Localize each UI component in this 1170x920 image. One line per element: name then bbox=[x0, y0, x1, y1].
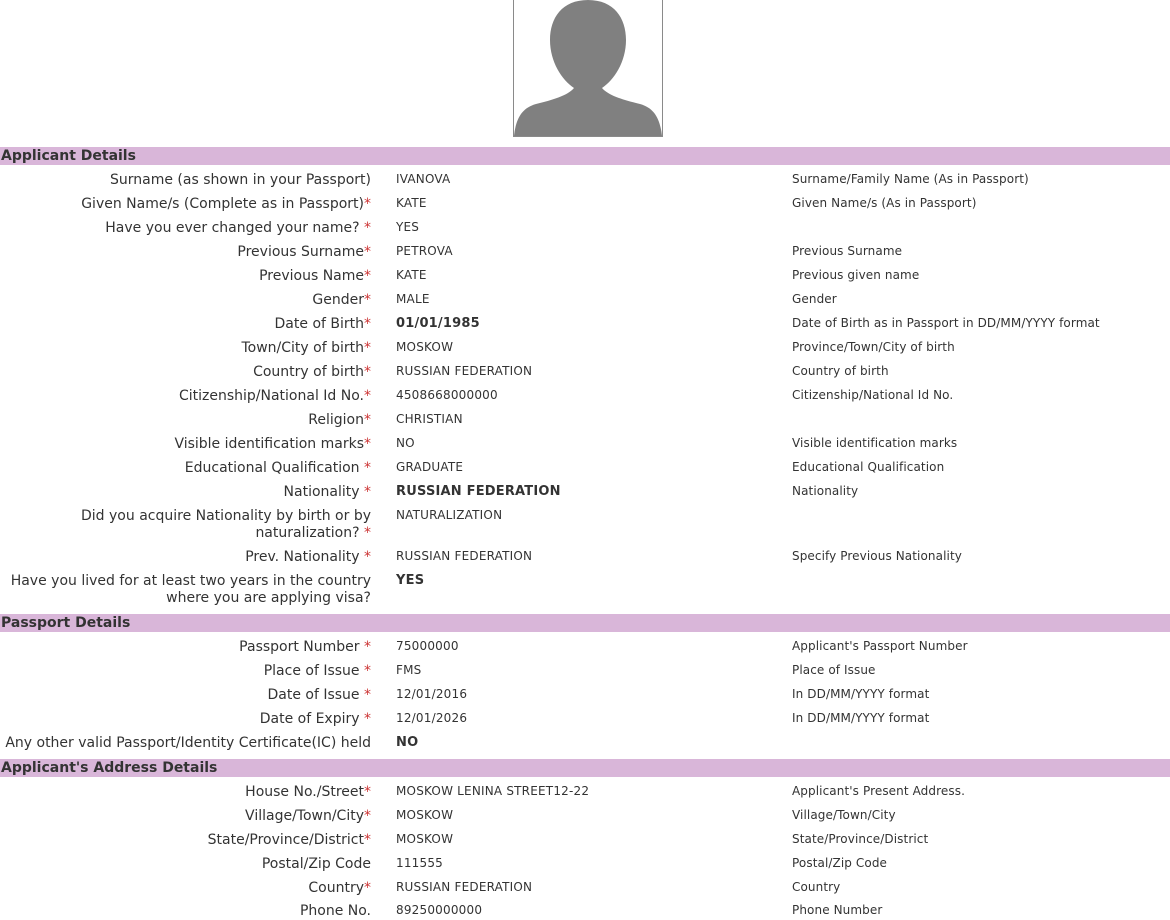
field-label: Country bbox=[308, 880, 364, 896]
field-value: YES bbox=[396, 573, 425, 588]
field-value: 89250000000 bbox=[396, 903, 483, 917]
field-value: CHRISTIAN bbox=[396, 412, 463, 426]
required-mark: * bbox=[364, 663, 371, 679]
field-label: where you are applying visa? bbox=[166, 590, 371, 606]
field-hint: Applicant's Passport Number bbox=[792, 639, 968, 653]
field-label: naturalization? bbox=[255, 525, 364, 541]
applicant-photo bbox=[513, 0, 663, 137]
required-mark: * bbox=[364, 484, 371, 500]
field-hint: Visible identification marks bbox=[792, 436, 958, 450]
field-value: RUSSIAN FEDERATION bbox=[396, 880, 533, 894]
field-hint: Village/Town/City bbox=[792, 808, 896, 822]
field-label: State/Province/District bbox=[207, 832, 364, 848]
required-mark: * bbox=[364, 784, 371, 800]
field-label: Place of Issue bbox=[263, 663, 364, 679]
field-hint: Citizenship/National Id No. bbox=[792, 388, 954, 402]
field-hint: Postal/Zip Code bbox=[792, 856, 888, 870]
field-hint: Applicant's Present Address. bbox=[792, 784, 965, 798]
field-hint: Specify Previous Nationality bbox=[792, 549, 962, 563]
field-hint: In DD/MM/YYYY format bbox=[792, 687, 930, 701]
person-silhouette-icon bbox=[514, 0, 662, 136]
field-hint: Previous given name bbox=[792, 268, 920, 282]
field-label: Country of birth bbox=[253, 364, 364, 380]
field-label: Previous Surname bbox=[237, 244, 364, 260]
required-mark: * bbox=[364, 639, 371, 655]
section-applicant-details: Applicant Details bbox=[0, 147, 1170, 165]
field-label: Educational Qualification bbox=[184, 460, 364, 476]
field-label: Given Name/s (Complete as in Passport) bbox=[81, 196, 364, 212]
required-mark: * bbox=[364, 832, 371, 848]
field-value: MOSKOW LENINA STREET12-22 bbox=[396, 784, 590, 798]
field-label: Passport Number bbox=[239, 639, 364, 655]
field-value: 4508668000000 bbox=[396, 388, 498, 402]
section-passport-details: Passport Details bbox=[0, 614, 1170, 632]
required-mark: * bbox=[364, 808, 371, 824]
field-label: House No./Street bbox=[245, 784, 364, 800]
field-hint: Nationality bbox=[792, 484, 859, 498]
field-value: 12/01/2016 bbox=[396, 687, 468, 701]
required-mark: * bbox=[364, 880, 371, 896]
required-mark: * bbox=[364, 220, 371, 236]
required-mark: * bbox=[364, 388, 371, 404]
required-mark: * bbox=[364, 340, 371, 356]
field-hint: Phone Number bbox=[792, 903, 883, 917]
field-label: Date of Issue bbox=[267, 687, 364, 703]
section-address-details: Applicant's Address Details bbox=[0, 759, 1170, 777]
required-mark: * bbox=[364, 412, 371, 428]
field-value: RUSSIAN FEDERATION bbox=[396, 364, 533, 378]
field-hint: Country of birth bbox=[792, 364, 889, 378]
field-value: MALE bbox=[396, 292, 430, 306]
field-label: Did you acquire Nationality by birth or by bbox=[81, 508, 371, 524]
field-value: PETROVA bbox=[396, 244, 453, 258]
field-value: 111555 bbox=[396, 856, 444, 870]
field-value: RUSSIAN FEDERATION bbox=[396, 484, 561, 499]
field-value: MOSKOW bbox=[396, 808, 454, 822]
field-label: Surname (as shown in your Passport) bbox=[110, 172, 371, 188]
field-value: MOSKOW bbox=[396, 340, 454, 354]
field-value: NO bbox=[396, 735, 419, 750]
required-mark: * bbox=[364, 316, 371, 332]
required-mark: * bbox=[364, 687, 371, 703]
field-hint: Educational Qualification bbox=[792, 460, 945, 474]
field-value: YES bbox=[396, 220, 420, 234]
field-hint: Province/Town/City of birth bbox=[792, 340, 955, 354]
field-value: FMS bbox=[396, 663, 422, 677]
required-mark: * bbox=[364, 549, 371, 565]
field-value: KATE bbox=[396, 196, 427, 210]
field-value: NATURALIZATION bbox=[396, 508, 503, 522]
field-hint: Gender bbox=[792, 292, 837, 306]
required-mark: * bbox=[364, 268, 371, 284]
field-hint: In DD/MM/YYYY format bbox=[792, 711, 930, 725]
field-value: IVANOVA bbox=[396, 172, 451, 186]
field-value: NO bbox=[396, 436, 415, 450]
field-hint: Place of Issue bbox=[792, 663, 876, 677]
field-hint: Previous Surname bbox=[792, 244, 903, 258]
field-hint: State/Province/District bbox=[792, 832, 929, 846]
field-value: RUSSIAN FEDERATION bbox=[396, 549, 533, 563]
field-label: Postal/Zip Code bbox=[261, 856, 371, 872]
field-label: Visible identification marks bbox=[174, 436, 364, 452]
field-label: Have you ever changed your name? bbox=[105, 220, 364, 236]
required-mark: * bbox=[364, 196, 371, 212]
required-mark: * bbox=[364, 436, 371, 452]
required-mark: * bbox=[364, 292, 371, 308]
field-label: Religion bbox=[308, 412, 364, 428]
field-value: 01/01/1985 bbox=[396, 316, 480, 331]
field-label: Have you lived for at least two years in the country bbox=[10, 573, 371, 589]
field-label: Nationality bbox=[283, 484, 364, 500]
required-mark: * bbox=[364, 525, 371, 541]
field-label: Phone No. bbox=[299, 903, 371, 919]
field-label: Town/City of birth bbox=[241, 340, 364, 356]
required-mark: * bbox=[364, 364, 371, 380]
field-value: 12/01/2026 bbox=[396, 711, 468, 725]
field-value: 75000000 bbox=[396, 639, 459, 653]
field-label: Date of Birth bbox=[274, 316, 364, 332]
field-label: Gender bbox=[312, 292, 364, 308]
required-mark: * bbox=[364, 244, 371, 260]
field-label: Date of Expiry bbox=[259, 711, 364, 727]
field-label: Citizenship/National Id No. bbox=[178, 388, 364, 404]
required-mark: * bbox=[364, 711, 371, 727]
field-value: GRADUATE bbox=[396, 460, 464, 474]
required-mark: * bbox=[364, 460, 371, 476]
field-label: Any other valid Passport/Identity Certificate(IC) held bbox=[5, 735, 371, 751]
field-label: Prev. Nationality bbox=[245, 549, 364, 565]
field-hint: Surname/Family Name (As in Passport) bbox=[792, 172, 1029, 186]
field-hint: Country bbox=[792, 880, 841, 894]
field-label: Village/Town/City bbox=[245, 808, 364, 824]
field-hint: Given Name/s (As in Passport) bbox=[792, 196, 977, 210]
field-value: MOSKOW bbox=[396, 832, 454, 846]
field-value: KATE bbox=[396, 268, 427, 282]
field-label: Previous Name bbox=[259, 268, 364, 284]
field-hint: Date of Birth as in Passport in DD/MM/YYYY format bbox=[792, 316, 1100, 330]
